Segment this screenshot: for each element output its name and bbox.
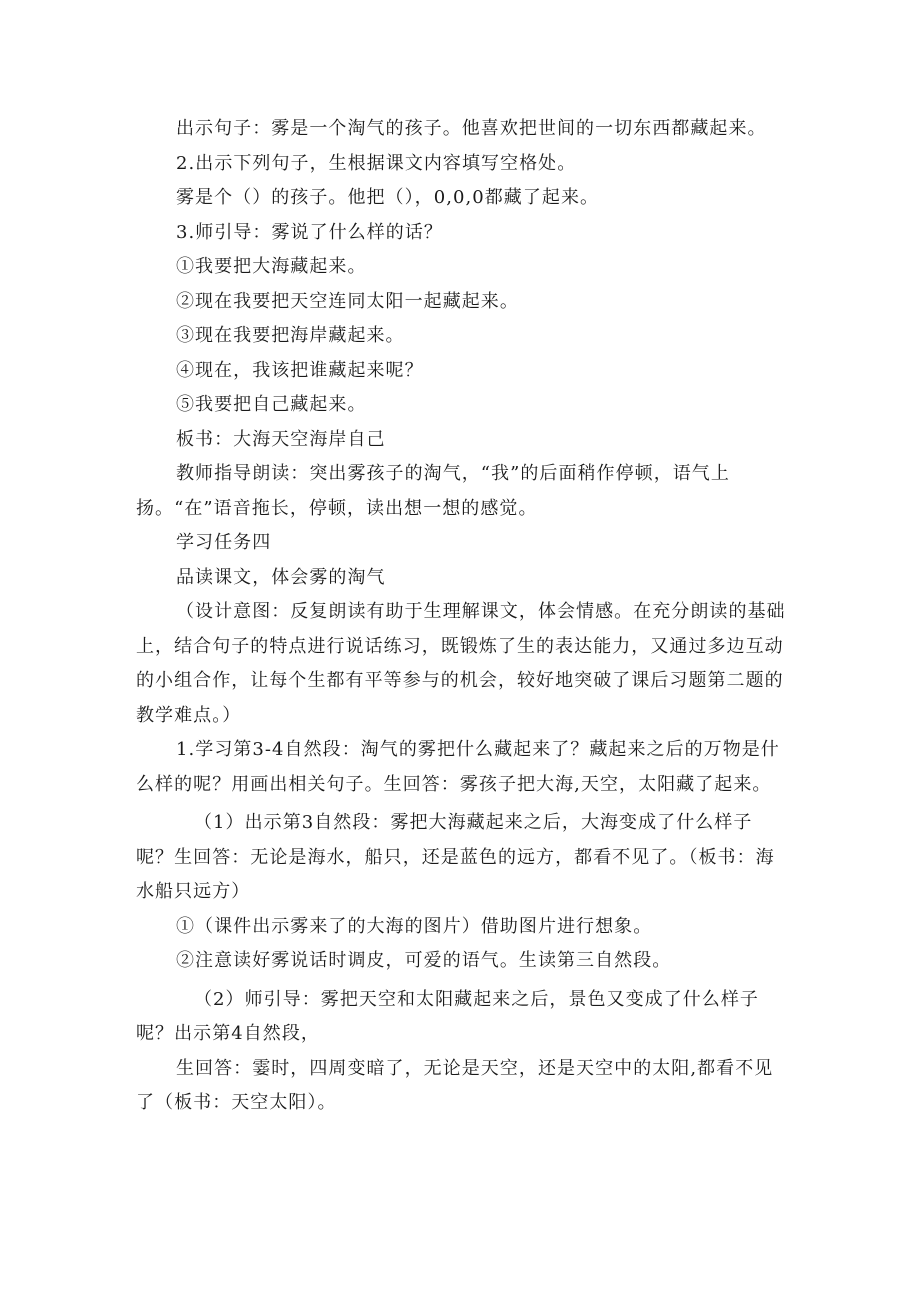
paragraph: 雾是个（）的孩子。他把（），0,0,0都藏了起来。 xyxy=(176,187,600,208)
paragraph: ②注意读好雾说话时调皮，可爱的语气。生读第三自然段。 xyxy=(176,950,672,971)
paragraph: （1）出示第3自然段：雾把大海藏起来之后，大海变成了什么样子呢？生回答：无论是海水，船只，还是蓝色的远方，都看不见了。（板书：海水船只远方） xyxy=(136,812,775,902)
design-intent-paragraph: （设计意图：反复朗读有助于生理解课文，体会情感。在充分朗读的基础上，结合句子的特点进行说话练习，既锻炼了生的表达能力，又通过多边互动的小组合作，让每个生都有平等参与的机会，较好地突破了课后习题第二题的教学难点。） xyxy=(136,601,786,726)
paragraph: 板书：大海天空海岸自己 xyxy=(176,428,386,450)
paragraph: ②现在我要把天空连同太阳一起藏起来。 xyxy=(176,290,519,312)
paragraph: 1.学习第3-4自然段：淘气的雾把什么藏起来了？藏起来之后的万物是什么样的呢？用画出相关句子。生回答：雾孩子把大海,天空，太阳藏了起来。 xyxy=(136,739,780,795)
paragraph: 出示句子：雾是一个淘气的孩子。他喜欢把世间的一切东西都藏起来。 xyxy=(176,118,767,139)
document-body xyxy=(136,112,788,1121)
paragraph: 教师指导朗读：突出雾孩子的淘气，“我”的后面稍作停顿，语气上扬。“在”语音拖长，停顿，读出想一想的感觉。 xyxy=(136,463,730,519)
section-subheading: 品读课文，体会雾的淘气 xyxy=(176,566,386,588)
paragraph: 3.师引导：雾说了什么样的话？ xyxy=(176,221,443,243)
section-heading: 学习任务四 xyxy=(176,532,272,553)
paragraph: ①（课件出示雾来了的大海的图片）借助图片进行想象。 xyxy=(176,915,653,937)
paragraph: ④现在，我该把谁藏起来呢？ xyxy=(176,359,424,381)
paragraph: ③现在我要把海岸藏起来。 xyxy=(176,325,405,346)
paragraph: （2）师引导：雾把天空和太阳藏起来之后，景色又变成了什么样子呢？出示第4自然段， xyxy=(136,988,759,1044)
paragraph: ①我要把大海藏起来。 xyxy=(176,256,367,277)
paragraph: ⑤我要把自己藏起来。 xyxy=(176,394,367,415)
paragraph: 生回答：霎时，四周变暗了，无论是天空，还是天空中的太阳,都看不见了（板书：天空太阳）。 xyxy=(136,1057,774,1113)
paragraph: 2.出示下列句子，生根据课文内容填写空格处。 xyxy=(176,152,577,174)
